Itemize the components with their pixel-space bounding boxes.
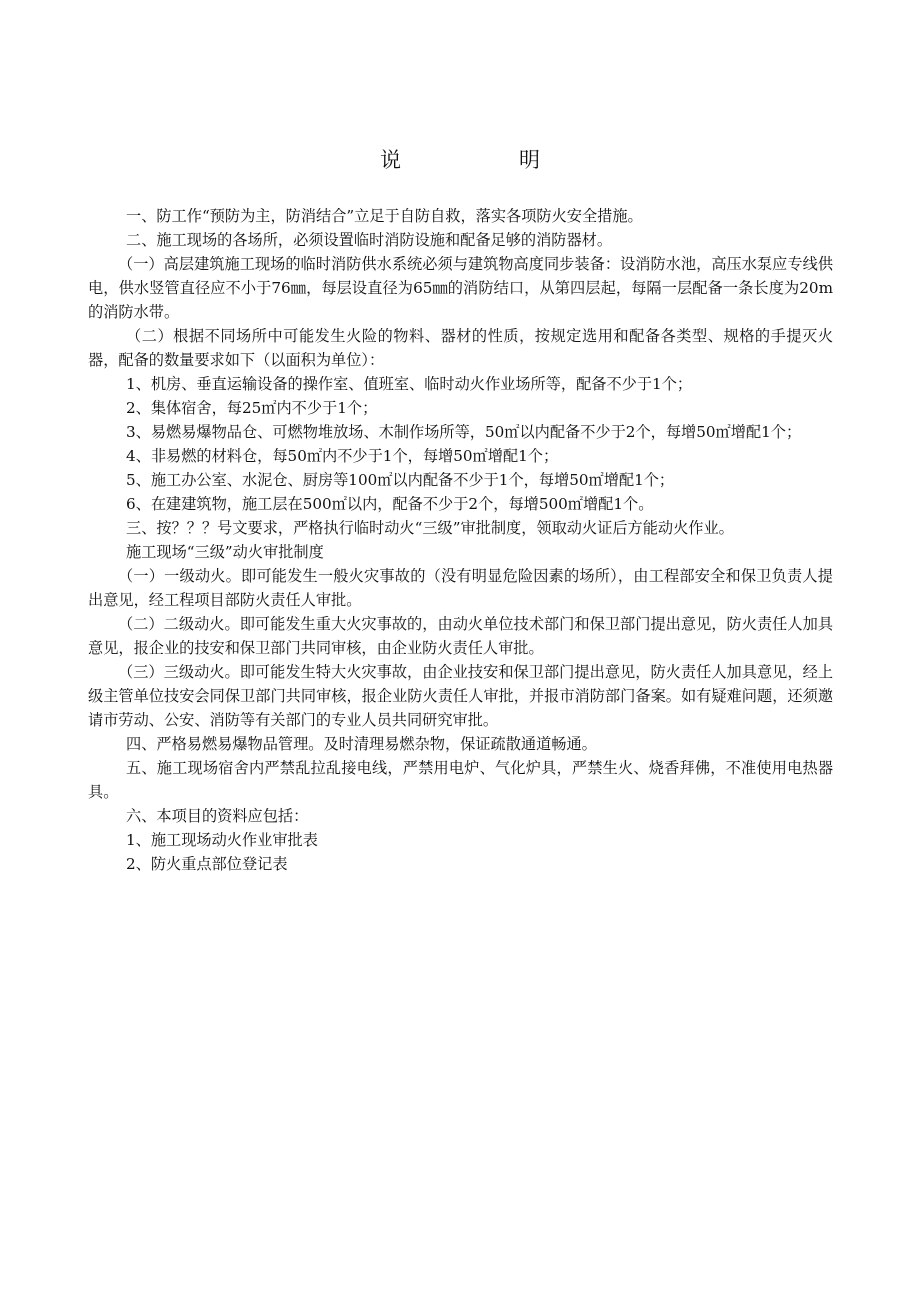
paragraph: （一）一级动火。即可能发生一般火灾事故的（没有明显危险因素的场所），由工程部安全和保卫负责人提出意见，经工程项目部防火责任人审批。 (88, 567, 833, 609)
list-item: 1、施工现场动火作业审批表 (126, 831, 318, 849)
paragraph: 一、防工作“预防为主，防消结合”立足于自防自救，落实各项防火安全措施。 (126, 207, 643, 225)
paragraph: 三、按？？？号文要求，严格执行临时动火“三级”审批制度，领取动火证后方能动火作业。 (126, 519, 734, 537)
paragraph: （二）二级动火。即可能发生重大火灾事故的，由动火单位技术部门和保卫部门提出意见，防火责任人加具意见，报企业的技安和保卫部门共同审核，由企业防火责任人审批。 (88, 615, 833, 657)
document-body (88, 204, 833, 876)
paragraph: 3、易燃易爆物品仓、可燃物堆放场、木制作场所等，50㎡以内配备不少于2个，每增50㎡增配1个； (126, 423, 802, 441)
paragraph: 五、施工现场宿舍内严禁乱拉乱接电线，严禁用电炉、气化炉具，严禁生火、烧香拜佛，不准使用电热器具。 (88, 759, 833, 801)
paragraph: 4、非易燃的材料仓，每50㎡内不少于1个，每增50㎡增配1个； (126, 447, 559, 465)
paragraph: 六、本项目的资料应包括： (126, 807, 309, 825)
paragraph: （一）高层建筑施工现场的临时消防供水系统必须与建筑物高度同步装备：设消防水池，高压水泵应专线供电，供水竖管直径应不小于76㎜，每层设直径为65㎜的消防结口，从第四层起，每隔一层配备一条长度为20m的消防水带。 (88, 255, 833, 321)
paragraph: 四、严格易燃易爆物品管理。及时清理易燃杂物，保证疏散通道畅通。 (126, 735, 597, 753)
page-title: 说明 (380, 148, 658, 172)
paragraph: 2、集体宿舍，每25㎡内不少于1个； (126, 399, 378, 417)
section-heading: 施工现场“三级”动火审批制度 (126, 543, 324, 561)
paragraph: （二）根据不同场所中可能发生火险的物料、器材的性质，按规定选用和配备各类型、规格的手提灭火器，配备的数量要求如下（以面积为单位）： (88, 327, 833, 369)
paragraph: 6、在建建筑物，施工层在500㎡以内，配备不少于2个，每增500㎡增配1个。 (126, 495, 654, 513)
paragraph: 1、机房、垂直运输设备的操作室、值班室、临时动火作业场所等，配备不少于1个； (126, 375, 693, 393)
paragraph: （三）三级动火。即可能发生特大火灾事故，由企业技安和保卫部门提出意见，防火责任人加具意见，经上级主管单位技安会同保卫部门共同审核，报企业防火责任人审批，并报市消防部门备案。如有疑难问题，还须邀请市劳动、公安、消防等有关部门的专业人员共同研究审批。 (88, 663, 833, 729)
list-item: 2、防火重点部位登记表 (126, 855, 288, 873)
paragraph: 二、施工现场的各场所，必须设置临时消防设施和配备足够的消防器材。 (126, 231, 612, 249)
paragraph: 5、施工办公室、水泥仓、厨房等100㎡以内配备不少于1个，每增50㎡增配1个； (126, 471, 675, 489)
